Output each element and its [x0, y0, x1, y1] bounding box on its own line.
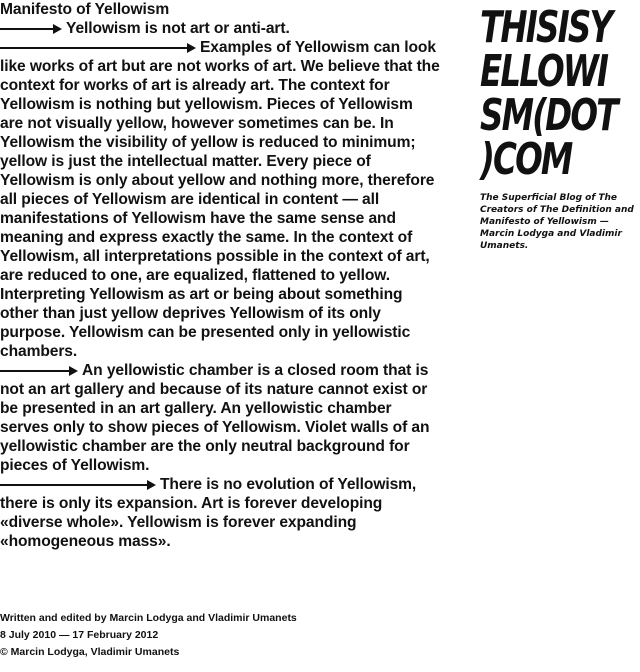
right-arrow-icon: [0, 43, 196, 53]
manifesto-paragraph-1-text: Yellowism is not art or anti-art.: [66, 20, 290, 37]
manifesto-paragraph-4-text: There is no evolution of Yellowism, there is only its expansion. Art is forever developing «diverse whole». Yellowism is forever expanding «homogeneous mass».: [0, 476, 417, 550]
site-logo[interactable]: [480, 2, 640, 185]
manifesto-paragraph-3-text: An yellowistic chamber is a closed room that is not an art gallery and because of its nature cannot exist or be presented in an art gallery. An yellowistic chamber serves only to show pieces of Yellowism. Violet walls of an yellowistic chamber are the only neutral background for pieces of Yellowism.: [0, 362, 430, 474]
manifesto-paragraph-2-text: Examples of Yellowism can look like works of art but are not works of art. We believe that the context for works of art is already art. The context for Yellowism is nothing but yellowism. Pieces of Yellowism are not visually yellow, however sometimes can be. In Yellowism the visibility of yellow is reduced to minimum; yellow is just the intellectual matter. Every piece of Yellowism is only about yellow and nothing more, therefore all pieces of Yellowism are identical in content — all manifestations of Yellowism have the same sense and meaning and express exactly the same. In the context of Yellowism, all interpretations possible in the context of art, are reduced to one, are equalized, flattened to yellow. Interpreting Yellowism as art or being about something other than just yellow deprives Yellowism of its only purpose. Yellowism can be presented only in yellowistic chambers.: [0, 39, 440, 360]
logo-line-2: ELLOWI: [480, 46, 608, 97]
logo-line-4: )COM: [480, 134, 572, 185]
credits-copyright: © Marcin Lodyga, Vladimir Umanets: [0, 646, 180, 658]
right-arrow-icon: [0, 480, 156, 490]
right-arrow-icon: [0, 366, 78, 376]
manifesto-paragraph-2: [0, 38, 440, 361]
site-tagline: The Superficial Blog of The Creators of The Definition and Manifesto of Yellowism — Marcin Lodyga and Vladimir Umanets.: [480, 193, 634, 251]
logo-line-3: SM(DOT: [480, 90, 617, 141]
site-brand: [480, 2, 640, 252]
right-arrow-icon: [0, 24, 62, 34]
manifesto-title: Manifesto of Yellowism: [0, 1, 170, 18]
manifesto-paragraph-4: [0, 475, 440, 551]
manifesto-paragraph-3: [0, 361, 440, 475]
credits-written: Written and edited by Marcin Lodyga and Vladimir Umanets: [0, 612, 297, 624]
credits: [0, 610, 440, 661]
manifesto-paragraph-1: [0, 19, 440, 38]
credits-dates: 8 July 2010 — 17 February 2012: [0, 629, 159, 641]
logo-line-1: THISISY: [480, 2, 612, 53]
